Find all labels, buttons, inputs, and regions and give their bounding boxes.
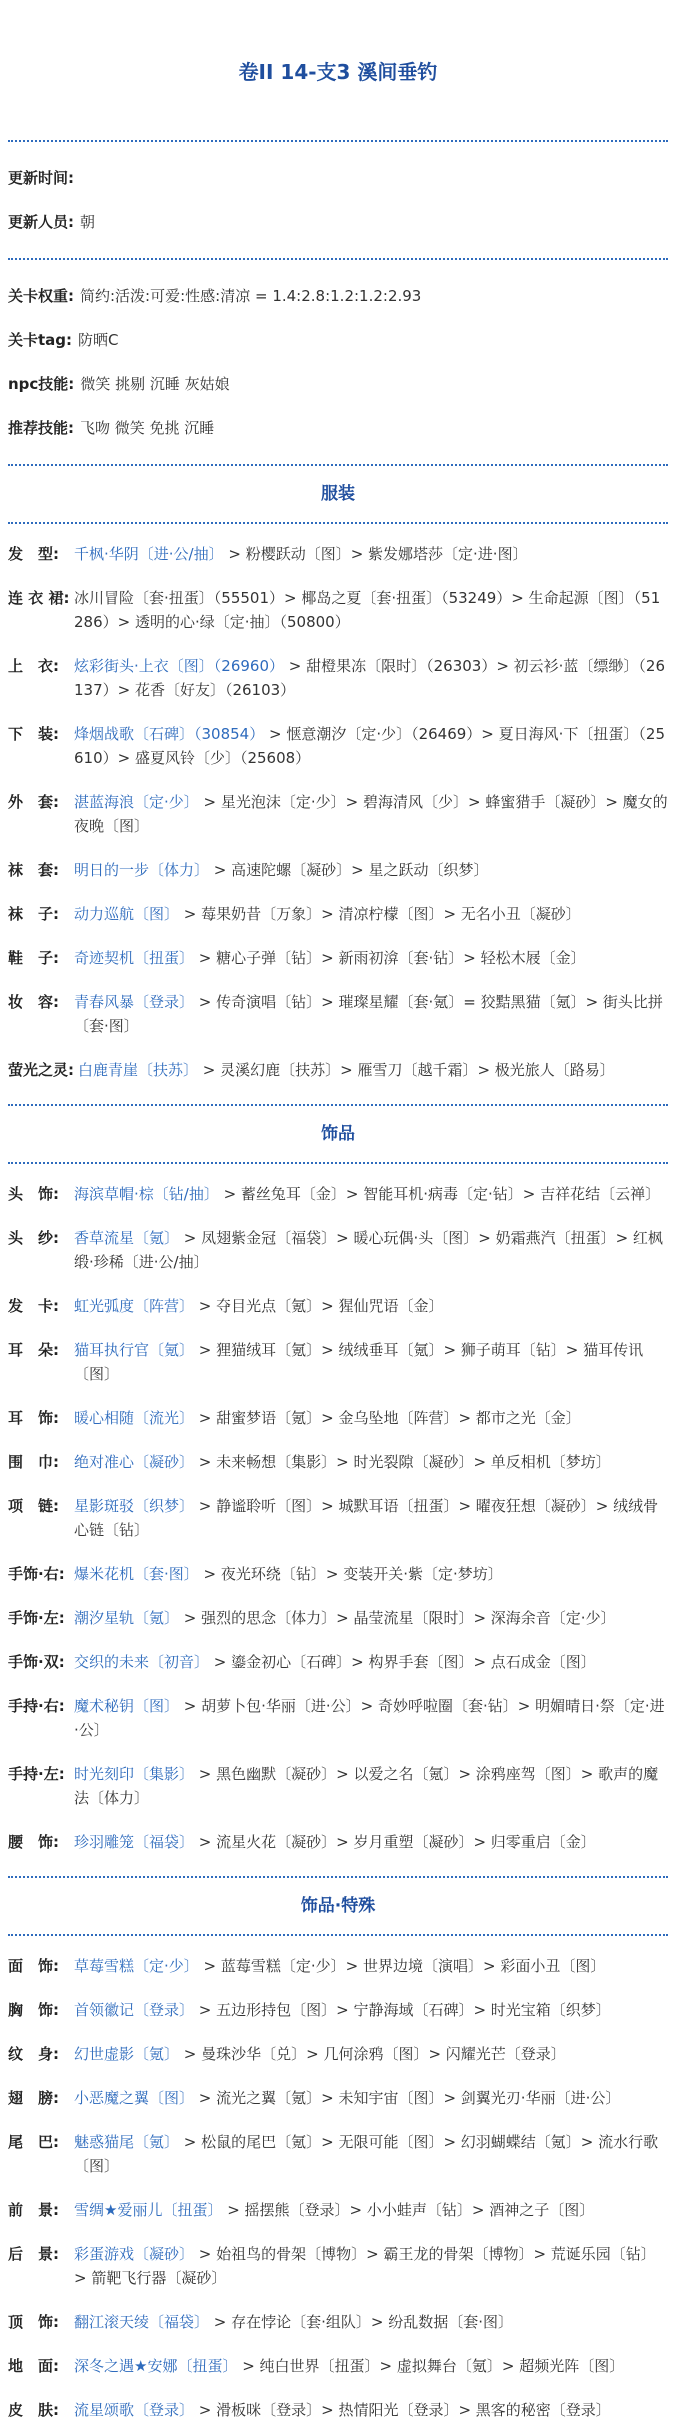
list-item [8, 980, 668, 1048]
list-item [8, 532, 668, 576]
npc-row [8, 366, 668, 402]
item-label: 鞋 子: [8, 949, 59, 967]
item-label: 头 饰: [8, 1185, 59, 1203]
item-value [74, 586, 668, 634]
item-alternatives: > 凤翅紫金冠〔福袋〕> 暖心玩偶·头〔图〕> 奶霜燕汽〔扭蛋〕> 红枫缎·珍稀〔进·公/抽〕 [74, 1229, 663, 1271]
item-best-pick: 幻世虚影〔氪〕 [74, 2045, 180, 2063]
list-item [8, 848, 668, 892]
item-best-pick: 首领徽记〔登录〕 [74, 2001, 195, 2019]
item-value [74, 2086, 668, 2110]
item-value [74, 1830, 668, 1854]
item-value [74, 1294, 668, 1318]
item-alternatives: > 夜光环绕〔钻〕> 变装开关·紫〔定·梦坊〕 [198, 1565, 503, 1583]
item-best-pick: 奇迹契机〔扭蛋〕 [74, 949, 195, 967]
list-item [8, 2300, 668, 2344]
item-label: 胸 饰: [8, 2001, 59, 2019]
item-best-pick: 魔术秘钥〔图〕 [74, 1697, 180, 1715]
item-best-pick: 彩蛋游戏〔凝砂〕 [74, 2245, 195, 2263]
item-label: 外 套: [8, 793, 59, 811]
item-alternatives: > 强烈的思念〔体力〕> 晶莹流星〔限时〕> 深海余音〔定·少〕 [179, 1609, 616, 1627]
item-label: 上 衣: [8, 657, 59, 675]
item-label: 皮 肤: [8, 2401, 59, 2419]
item-label: 手饰·左: [8, 1609, 65, 1627]
weights-value: 简约:活泼:可爱:性感:清凉 = 1.4:2.8:1.2:1.2:2.93 [80, 287, 422, 305]
item-alternatives: > 甜蜜梦语〔氪〕> 金乌坠地〔阵营〕> 都市之光〔金〕 [194, 1409, 581, 1427]
list-item [8, 892, 668, 936]
meta-block [0, 142, 676, 258]
item-best-pick: 雪绸★爱丽儿〔扭蛋〕 [74, 2201, 223, 2219]
item-value [74, 2130, 668, 2178]
item-label: 头 纱: [8, 1229, 59, 1247]
item-alternatives: > 鎏金初心〔石碑〕> 构界手套〔图〕> 点石成金〔图〕 [209, 1653, 596, 1671]
item-alternatives: > 蓄丝兔耳〔金〕> 智能耳机·病毒〔定·钻〕> 吉祥花结〔云禅〕 [218, 1185, 661, 1203]
item-value [74, 1338, 668, 1386]
item-label: 耳 饰: [8, 1409, 59, 1427]
list-item [8, 2388, 668, 2432]
item-value [74, 1762, 668, 1810]
section-title-clothing: 服装 [321, 484, 355, 504]
item-alternatives: > 五边形持包〔图〕> 宁静海域〔石碑〕> 时光宝箱〔织梦〕 [194, 2001, 611, 2019]
tag-label: 关卡tag: [8, 331, 73, 349]
item-best-pick: 海滨草帽·棕〔钻/抽〕 [74, 1185, 219, 1203]
list-item [8, 1328, 668, 1396]
item-value [74, 1450, 668, 1474]
item-best-pick: 草莓雪糕〔定·少〕 [74, 1957, 199, 1975]
list-item [8, 2076, 668, 2120]
list-item [8, 1552, 668, 1596]
item-best-pick: 千枫·华阴〔进·公/抽〕 [74, 545, 224, 563]
item-value [74, 722, 668, 770]
item-alternatives: > 纯白世界〔扭蛋〕> 虚拟舞台〔氪〕> 超频光阵〔图〕 [237, 2357, 625, 2375]
item-value [74, 1182, 668, 1206]
list-item [8, 1396, 668, 1440]
item-best-pick: 流星颂歌〔登录〕 [74, 2401, 195, 2419]
accessory-list [0, 1172, 676, 1864]
item-label: 手持·右: [8, 1697, 65, 1715]
list-item [8, 780, 668, 848]
item-alternatives: > 松鼠的尾巴〔氪〕> 无限可能〔图〕> 幻羽蝴蝶结〔氪〕> 流水行歌〔图〕 [74, 2133, 659, 2175]
item-alternatives: > 未来畅想〔集影〕> 时光裂隙〔凝砂〕> 单反相机〔梦坊〕 [194, 1453, 611, 1471]
updater-value: 朝 [80, 213, 96, 231]
item-label: 萤光之灵: [8, 1061, 74, 1079]
item-value [74, 858, 668, 882]
item-label: 袜 子: [8, 905, 59, 923]
item-value [74, 990, 668, 1038]
item-alternatives: > 存在悖论〔套·组队〕> 纷乱数据〔套·图〕 [209, 2313, 513, 2331]
list-item [8, 1684, 668, 1752]
list-item [8, 1752, 668, 1820]
item-best-pick: 翻江滚天绫〔福袋〕 [74, 2313, 210, 2331]
list-item [8, 644, 668, 712]
item-label: 顶 饰: [8, 2313, 59, 2331]
list-item [8, 1048, 668, 1092]
item-best-pick: 暖心相随〔流光〕 [74, 1409, 195, 1427]
list-item [8, 2344, 668, 2388]
item-value [74, 2398, 668, 2422]
item-value [74, 2198, 668, 2222]
item-alternatives: > 高速陀螺〔凝砂〕> 星之跃动〔织梦〕 [209, 861, 489, 879]
list-item [8, 1988, 668, 2032]
item-best-pick: 交织的未来〔初音〕 [74, 1653, 210, 1671]
list-item [8, 1640, 668, 1684]
list-item [8, 1820, 668, 1864]
page-title: 卷II 14-支3 溪间垂钓 [238, 59, 438, 84]
list-item [8, 2188, 668, 2232]
item-best-pick: 动力巡航〔图〕 [74, 905, 180, 923]
list-item [8, 1284, 668, 1328]
tag-value: 防晒C [78, 331, 119, 349]
recommend-label: 推荐技能: [8, 419, 74, 437]
item-value [78, 1058, 668, 1082]
item-alternatives: > 传奇演唱〔钻〕> 璀璨星耀〔套·氪〕= 狡黠黑猫〔氪〕> 街头比拼〔套·图〕 [74, 993, 663, 1035]
item-alternatives: > 灵溪幻鹿〔扶苏〕> 雁雪刀〔越千霜〕> 极光旅人〔路易〕 [198, 1061, 615, 1079]
item-value [74, 1562, 668, 1586]
recommend-row [8, 410, 668, 446]
list-item [8, 2120, 668, 2188]
updater-label: 更新人员: [8, 213, 74, 231]
item-label: 耳 朵: [8, 1341, 59, 1359]
item-label: 围 巾: [8, 1453, 59, 1471]
item-best-pick: 小恶魔之翼〔图〕 [74, 2089, 195, 2107]
item-best-pick: 星影斑驳〔织梦〕 [74, 1497, 195, 1515]
item-label: 尾 巴: [8, 2133, 59, 2151]
item-label: 连 衣 裙: [8, 589, 70, 607]
item-label: 手饰·双: [8, 1653, 65, 1671]
item-alternatives: > 狸猫绒耳〔氪〕> 绒绒垂耳〔氪〕> 狮子萌耳〔钻〕> 猫耳传讯〔图〕 [74, 1341, 644, 1383]
item-alternatives: > 流星火花〔凝砂〕> 岁月重塑〔凝砂〕> 归零重启〔金〕 [194, 1833, 596, 1851]
list-item [8, 576, 668, 644]
item-alternatives: > 静谧聆听〔图〕> 城默耳语〔扭蛋〕> 曜夜狂想〔凝砂〕> 绒绒骨心链〔钻〕 [74, 1497, 659, 1539]
item-value [74, 790, 668, 838]
item-label: 妆 容: [8, 993, 59, 1011]
item-label: 发 型: [8, 545, 59, 563]
updater-row [8, 204, 668, 240]
item-value [74, 1998, 668, 2022]
item-value [74, 1954, 668, 1978]
item-alternatives: > 滑板咪〔登录〕> 热情阳光〔登录〕> 黑客的秘密〔登录〕 [194, 2401, 611, 2419]
item-alternatives: 冰川冒险〔套·扭蛋〕（55501）> 椰岛之夏〔套·扭蛋〕（53249）> 生命起源〔图〕（51286）> 透明的心·绿〔定·抽〕（50800） [74, 589, 661, 631]
item-alternatives: > 莓果奶昔〔万象〕> 清凉柠檬〔图〕> 无名小丑〔凝砂〕 [179, 905, 581, 923]
item-value [74, 1606, 668, 1630]
item-best-pick: 魅惑猫尾〔氪〕 [74, 2133, 180, 2151]
update-time-row [8, 160, 668, 196]
item-best-pick: 白鹿青崖〔扶苏〕 [78, 1061, 199, 1079]
item-label: 腰 饰: [8, 1833, 59, 1851]
list-item [8, 712, 668, 780]
item-alternatives: > 粉樱跃动〔图〕> 紫发娜塔莎〔定·进·图〕 [223, 545, 528, 563]
item-alternatives: > 胡萝卜包·华丽〔进·公〕> 奇妙呼啦圈〔套·钻〕> 明媚晴日·祭〔定·进·公〕 [74, 1697, 665, 1739]
item-value [74, 2354, 668, 2378]
item-best-pick: 湛蓝海浪〔定·少〕 [74, 793, 199, 811]
item-alternatives: > 甜橙果冻〔限时〕（26303）> 初云衫·蓝〔缥缈〕（26137）> 花香〔好友〕（26103） [74, 657, 666, 699]
update-time-label: 更新时间: [8, 169, 74, 187]
item-best-pick: 烽烟战歌〔石碑〕（30854） [74, 725, 265, 743]
item-value [74, 1650, 668, 1674]
list-item [8, 936, 668, 980]
item-label: 前 景: [8, 2201, 59, 2219]
item-value [74, 2042, 668, 2066]
list-item [8, 1596, 668, 1640]
item-label: 发 卡: [8, 1297, 59, 1315]
item-value [74, 1226, 668, 1274]
list-item [8, 1484, 668, 1552]
item-label: 手饰·右: [8, 1565, 65, 1583]
item-label: 下 装: [8, 725, 59, 743]
item-label: 面 饰: [8, 1957, 59, 1975]
item-label: 翅 膀: [8, 2089, 59, 2107]
item-label: 纹 身: [8, 2045, 59, 2063]
item-best-pick: 青春风暴〔登录〕 [74, 993, 195, 1011]
item-alternatives: > 黑色幽默〔凝砂〕> 以爱之名〔氪〕> 涂鸦座驾〔图〕> 歌声的魔法〔体力〕 [74, 1765, 659, 1807]
item-best-pick: 明日的一步〔体力〕 [74, 861, 210, 879]
item-best-pick: 炫彩街头·上衣〔图〕（26960） [74, 657, 284, 675]
item-best-pick: 深冬之遇★安娜〔扭蛋〕 [74, 2357, 238, 2375]
item-label: 后 景: [8, 2245, 59, 2263]
item-value [74, 1694, 668, 1742]
weights-label: 关卡权重: [8, 287, 74, 305]
item-value [74, 2242, 668, 2290]
item-label: 袜 套: [8, 861, 59, 879]
item-label: 项 链: [8, 1497, 59, 1515]
item-value [74, 654, 668, 702]
item-best-pick: 香草流星〔氪〕 [74, 1229, 180, 1247]
item-value [74, 1406, 668, 1430]
item-label: 手持·左: [8, 1765, 65, 1783]
item-best-pick: 虹光弧度〔阵营〕 [74, 1297, 195, 1315]
item-value [74, 1494, 668, 1542]
list-item [8, 2032, 668, 2076]
item-best-pick: 时光刻印〔集影〕 [74, 1765, 195, 1783]
section-title-accessories: 饰品 [321, 1124, 355, 1144]
item-value [74, 902, 668, 926]
item-value [74, 946, 668, 970]
list-item [8, 1944, 668, 1988]
item-alternatives: > 惬意潮汐〔定·少〕（26469）> 夏日海风·下〔扭蛋〕（25610）> 盛夏风铃〔少〕（25608） [74, 725, 666, 767]
item-alternatives: > 曼珠沙华〔兑〕> 几何涂鸦〔图〕> 闪耀光芒〔登录〕 [179, 2045, 566, 2063]
npc-value: 微笑 挑剔 沉睡 灰姑娘 [80, 375, 230, 393]
item-alternatives: > 始祖鸟的骨架〔博物〕> 霸王龙的骨架〔博物〕> 荒诞乐园〔钻〕> 箭靶飞行器〔凝砂〕 [74, 2245, 656, 2287]
weights-row [8, 278, 668, 314]
list-item [8, 1440, 668, 1484]
item-value [74, 542, 668, 566]
item-best-pick: 绝对准心〔凝砂〕 [74, 1453, 195, 1471]
npc-label: npc技能: [8, 375, 75, 393]
item-value [74, 2310, 668, 2334]
item-alternatives: > 夺目光点〔氪〕> 猩仙咒语〔金〕 [194, 1297, 444, 1315]
recommend-value: 飞吻 微笑 免挑 沉睡 [80, 419, 215, 437]
item-alternatives: > 糖心子弹〔钻〕> 新雨初渰〔套·钻〕> 轻松木屐〔金〕 [194, 949, 586, 967]
item-alternatives: > 摇摆熊〔登录〕> 小小蛙声〔钻〕> 酒神之子〔图〕 [222, 2201, 595, 2219]
item-best-pick: 爆米花机〔套·图〕 [74, 1565, 199, 1583]
list-item [8, 2232, 668, 2300]
item-best-pick: 珍羽雕笼〔福袋〕 [74, 1833, 195, 1851]
tag-row [8, 322, 668, 358]
item-alternatives: > 星光泡沫〔定·少〕> 碧海清风〔少〕> 蜂蜜猎手〔凝砂〕> 魔女的夜晚〔图〕 [74, 793, 668, 835]
item-label: 地 面: [8, 2357, 59, 2375]
level-info-block [0, 260, 676, 464]
clothing-list [0, 532, 676, 1092]
item-best-pick: 猫耳执行官〔氪〕 [74, 1341, 195, 1359]
item-alternatives: > 流光之翼〔氪〕> 未知宇宙〔图〕> 剑翼光刃·华丽〔进·公〕 [194, 2089, 621, 2107]
special-list [0, 1944, 676, 2432]
list-item [8, 1216, 668, 1284]
item-best-pick: 潮汐星轨〔氪〕 [74, 1609, 180, 1627]
section-title-special: 饰品·特殊 [300, 1896, 376, 1916]
list-item [8, 1172, 668, 1216]
item-alternatives: > 蓝莓雪糕〔定·少〕> 世界边境〔演唱〕> 彩面小丑〔图〕 [198, 1957, 606, 1975]
